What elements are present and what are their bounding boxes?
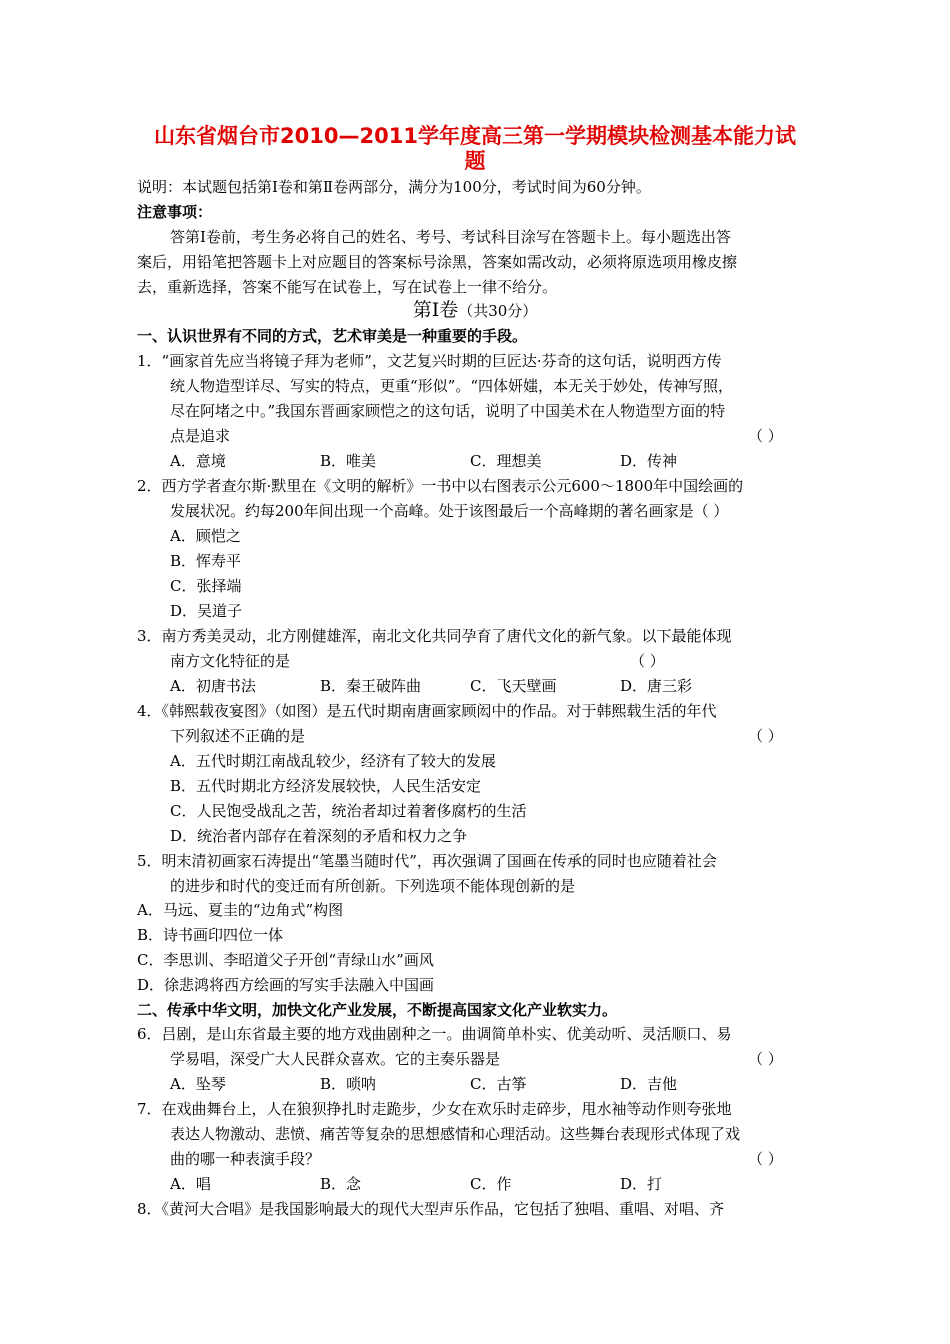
part1-heading: 一、认识世界有不同的方式，艺术审美是一种重要的手段。 bbox=[137, 327, 528, 345]
q7-option-c: C．作 bbox=[470, 1175, 512, 1193]
q7-option-a: A．唱 bbox=[170, 1175, 211, 1193]
notice-line: 去，重新选择，答案不能写在试卷上，写在试卷上一律不给分。 bbox=[137, 278, 558, 296]
q7-line: 7．在戏曲舞台上，人在狼狈挣扎时走跪步，少女在欢乐时走碎步，甩水袖等动作则夸张地 bbox=[137, 1100, 732, 1118]
q1-line: 1．“画家首先应当将镜子拜为老师”，文艺复兴时期的巨匠达·芬奇的这句话，说明西方传 bbox=[137, 352, 722, 370]
notice-line: 案后，用铅笔把答题卡上对应题目的答案标号涂黑，答案如需改动，必须将原选项用橡皮擦 bbox=[137, 253, 738, 271]
q4-option-b: B．五代时期北方经济发展较快，人民生活安定 bbox=[170, 777, 482, 795]
q5-option-d: D．徐悲鸿将西方绘画的写实手法融入中国画 bbox=[137, 976, 435, 994]
q5-line: 的进步和时代的变迁而有所创新。下列选项不能体现创新的是 bbox=[170, 877, 576, 895]
q2-option-a: A．顾恺之 bbox=[170, 527, 241, 545]
q5-option-b: B．诗书画印四位一体 bbox=[137, 926, 284, 944]
q3-option-c: C．飞天壁画 bbox=[470, 677, 557, 695]
q1-line: 尽在阿堵之中。”我国东晋画家顾恺之的这句话，说明了中国美术在人物造型方面的特 bbox=[170, 402, 726, 420]
q4-line: 4．《韩熙载夜宴图》（如图）是五代时期南唐画家顾闳中的作品。对于韩熙载生活的年代 bbox=[137, 702, 717, 720]
q1-line: 点是追求 bbox=[170, 427, 231, 445]
q1-option-a: A．意境 bbox=[170, 452, 226, 470]
q6-line: 6．吕剧，是山东省最主要的地方戏曲剧种之一。曲调简单朴实、优美动听、灵活顺口、易 bbox=[137, 1025, 732, 1043]
q8-line: 8．《黄河大合唱》是我国影响最大的现代大型声乐作品，它包括了独唱、重唱、对唱、齐 bbox=[137, 1200, 725, 1218]
q6-line: 学易唱，深受广大人民群众喜欢。它的主奏乐器是 bbox=[170, 1050, 501, 1068]
q5-option-c: C．李思训、李昭道父子开创“青绿山水”画风 bbox=[137, 951, 434, 969]
exam-title-line2: 题 bbox=[464, 149, 486, 173]
q4-answer-paren: （ ） bbox=[748, 727, 783, 745]
q7-line: 表达人物激动、悲愤、痛苦等复杂的思想感情和心理活动。这些舞台表现形式体现了戏 bbox=[170, 1125, 741, 1143]
intro-text: 说明：本试题包括第Ⅰ卷和第Ⅱ卷两部分，满分为100分，考试时间为60分钟。 bbox=[137, 178, 651, 196]
q7-option-b: B．念 bbox=[320, 1175, 362, 1193]
exam-title-line1: 山东省烟台市2010—2011学年度高三第一学期模块检测基本能力试 bbox=[154, 124, 796, 148]
q3-option-d: D．唐三彩 bbox=[620, 677, 693, 695]
q6-answer-paren: （ ） bbox=[748, 1050, 783, 1068]
part2-heading: 二、传承中华文明，加快文化产业发展，不断提高国家文化产业软实力。 bbox=[137, 1001, 618, 1019]
section-title bbox=[0, 299, 950, 322]
q7-option-d: D．打 bbox=[620, 1175, 663, 1193]
q6-option-c: C．古筝 bbox=[470, 1075, 527, 1093]
q5-option-a: A．马远、夏圭的“边角式”构图 bbox=[137, 901, 344, 919]
q4-line: 下列叙述不正确的是 bbox=[170, 727, 306, 745]
q2-option-d: D．吴道子 bbox=[170, 602, 243, 620]
q2-line: 2．西方学者查尔斯·默里在《文明的解析》一书中以右图表示公元600～1800年中国绘画的 bbox=[137, 477, 744, 495]
q1-option-d: D．传神 bbox=[620, 452, 678, 470]
q1-option-c: C．理想美 bbox=[470, 452, 542, 470]
q5-line: 5．明末清初画家石涛提出“笔墨当随时代”，再次强调了国画在传承的同时也应随着社会 bbox=[137, 852, 717, 870]
q1-line: 统人物造型详尽、写实的特点，更重“形似”。“四体妍媸，本无关于妙处，传神写照， bbox=[170, 377, 734, 395]
q4-option-d: D．统治者内部存在着深刻的矛盾和权力之争 bbox=[170, 827, 468, 845]
q3-line: 南方文化特征的是 bbox=[170, 652, 291, 670]
q6-option-b: B．唢呐 bbox=[320, 1075, 377, 1093]
q2-line: 发展状况。约每200年间出现一个高峰。处于该图最后一个高峰期的著名画家是（ ） bbox=[170, 502, 729, 520]
q7-line: 曲的哪一种表演手段？ bbox=[170, 1150, 321, 1168]
notice-heading: 注意事项： bbox=[137, 203, 213, 221]
notice-line: 答第Ⅰ卷前，考生务必将自己的姓名、考号、考试科目涂写在答题卡上。每小题选出答 bbox=[170, 228, 731, 246]
q1-option-b: B．唯美 bbox=[320, 452, 377, 470]
q2-option-b: B．恽寿平 bbox=[170, 552, 242, 570]
q4-option-c: C．人民饱受战乱之苦，统治者却过着奢侈腐朽的生活 bbox=[170, 802, 527, 820]
section-title-main: 第Ⅰ卷 bbox=[412, 299, 459, 321]
q3-line: 3．南方秀美灵动，北方刚健雄浑，南北文化共同孕育了唐代文化的新气象。以下最能体现 bbox=[137, 627, 732, 645]
q1-answer-paren: （ ） bbox=[748, 427, 783, 445]
q2-option-c: C．张择端 bbox=[170, 577, 242, 595]
section-title-sub: （共30分） bbox=[458, 302, 538, 320]
q4-option-a: A．五代时期江南战乱较少，经济有了较大的发展 bbox=[170, 752, 496, 770]
q3-option-a: A．初唐书法 bbox=[170, 677, 256, 695]
q7-answer-paren: （ ） bbox=[748, 1150, 783, 1168]
q6-option-d: D．吉他 bbox=[620, 1075, 678, 1093]
q3-option-b: B．秦王破阵曲 bbox=[320, 677, 422, 695]
q6-option-a: A．坠琴 bbox=[170, 1075, 226, 1093]
q3-answer-paren: （ ） bbox=[630, 652, 665, 670]
